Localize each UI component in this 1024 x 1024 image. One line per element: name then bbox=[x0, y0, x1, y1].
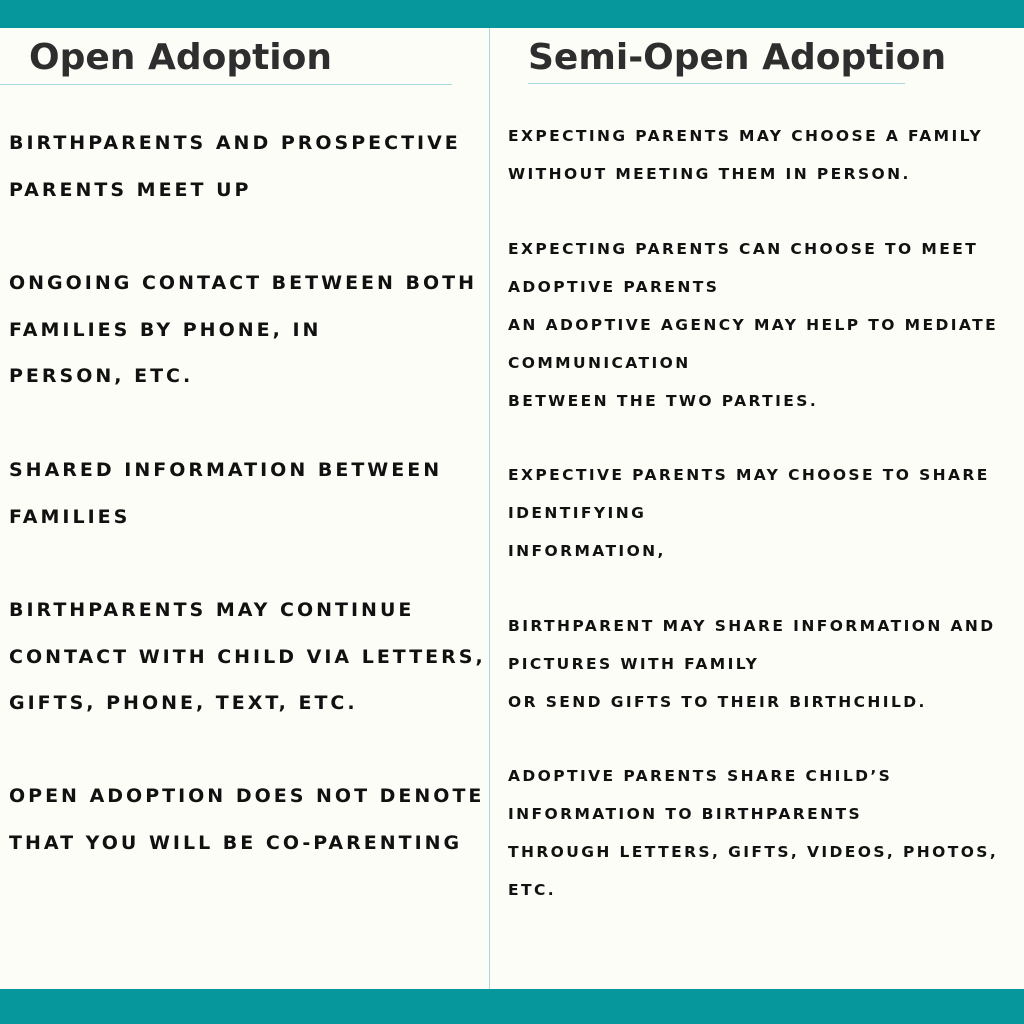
semi-open-item-1: EXPECTING PARENTS MAY CHOOSE A FAMILY WITHOUT MEETING THEM IN PERSON. bbox=[508, 127, 984, 183]
bottom-accent-bar bbox=[0, 989, 1024, 1024]
semi-open-item-3: EXPECTIVE PARENTS MAY CHOOSE TO SHARE IDENTIFYING INFORMATION, bbox=[508, 466, 990, 560]
open-item-3: SHARED INFORMATION BETWEEN FAMILIES bbox=[9, 459, 443, 528]
semi-open-item-2: EXPECTING PARENTS CAN CHOOSE TO MEET ADOPTIVE PARENTS AN ADOPTIVE AGENCY MAY HELP TO MEDIATE COMMUNICATION BETWEEN THE TWO PARTIES. bbox=[508, 240, 999, 410]
semi-open-adoption-title-underline bbox=[528, 83, 905, 84]
open-adoption-title-underline bbox=[0, 84, 452, 85]
open-item-2: ONGOING CONTACT BETWEEN BOTH FAMILIES BY PHONE, IN PERSON, ETC. bbox=[9, 272, 478, 387]
semi-open-item-4: BIRTHPARENT MAY SHARE INFORMATION AND PICTURES WITH FAMILY OR SEND GIFTS TO THEIR BIRTHCHILD. bbox=[508, 617, 996, 711]
open-item-1: BIRTHPARENTS AND PROSPECTIVE PARENTS MEET UP bbox=[9, 132, 461, 201]
open-item-4: BIRTHPARENTS MAY CONTINUE CONTACT WITH CHILD VIA LETTERS, GIFTS, PHONE, TEXT, ETC. bbox=[9, 599, 486, 714]
open-adoption-title: Open Adoption bbox=[29, 37, 332, 78]
column-divider bbox=[489, 28, 490, 989]
open-item-5: OPEN ADOPTION DOES NOT DENOTE THAT YOU WILL BE CO-PARENTING bbox=[9, 785, 485, 854]
semi-open-item-5: ADOPTIVE PARENTS SHARE CHILD’S INFORMATION TO BIRTHPARENTS THROUGH LETTERS, GIFTS, VIDEOS, PHOTOS, ETC. bbox=[508, 767, 999, 899]
top-accent-bar bbox=[0, 0, 1024, 28]
semi-open-adoption-title: Semi-Open Adoption bbox=[528, 37, 947, 78]
